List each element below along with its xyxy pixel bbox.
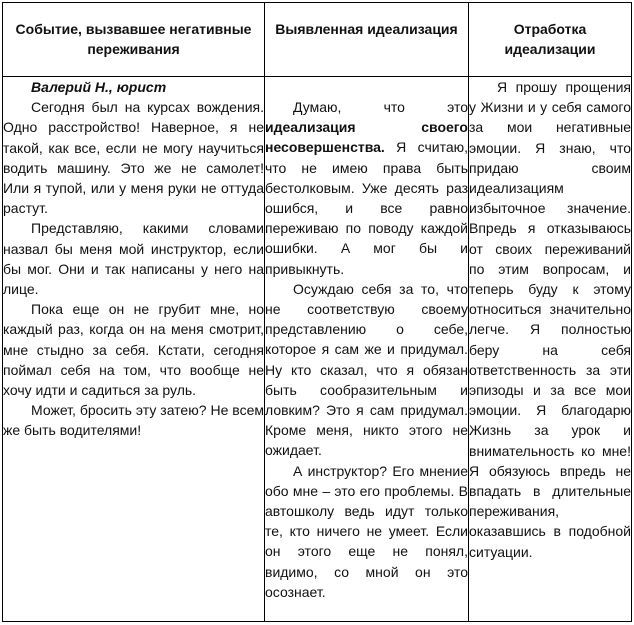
idealization-paragraph-3: А инструктор? Его мнение обо мне – это его проблемы. В автошколу ведь идут только те, кто ничего не умеет. Если он этого еще не понял, видимо, со мной он это осознает. bbox=[265, 462, 468, 600]
idealization-paragraph-1 bbox=[265, 97, 468, 279]
header-working-label: Отработка идеализации bbox=[504, 21, 596, 57]
event-paragraph-2: Представляю, какими словами назвал бы меня мой инструктор, если бы мог. Они и так написаны у него на лице. bbox=[3, 220, 264, 298]
event-paragraph-3: Пока еще он не грубит мне, но каждый раз, когда он на меня смотрит, мне стыдно за себя. Кстати, сегодня поймал себя на том, что вообще не хочу идти и садиться за руль. bbox=[3, 301, 264, 399]
idealization-p1-bold: идеализация своего несовершенства. bbox=[265, 119, 468, 156]
working-paragraph-1: Я прошу прощения у Жизни и у себя самого за мои негативные эмоции. Я знаю, что придаю своим идеализациям избыточное значение. Впредь я отказываюсь от своих переживаний по этим вопросам, и теперь буду к этому относиться значительно легче. Я полностью беру на себя ответственность за эти эпизоды и за все мои эмоции. Я благодарю Жизнь за урок и внимательность ко мне! Я обязуюсь впредь не впадать в длительные переживания, оказавшись в подобной ситуации. bbox=[469, 79, 631, 560]
working-cell bbox=[469, 77, 632, 622]
content-row bbox=[3, 77, 632, 622]
header-working bbox=[469, 3, 632, 77]
header-idealization-label: Выявленная идеализация bbox=[275, 21, 458, 37]
idealization-p1-end: Я считаю, что не имею права быть бестолковым. Уже десять раз ошибся, и все равно переживаю по поводу каждой ошибки. А мог бы и привыкнуть. bbox=[265, 139, 468, 277]
header-row bbox=[3, 3, 632, 77]
author-name: Валерий Н., юрист bbox=[31, 79, 167, 95]
exercise-table bbox=[2, 2, 632, 622]
event-paragraph-4: Может, бросить эту затею? Не всем же быть водителями! bbox=[3, 402, 264, 439]
idealization-p1-start: Думаю, что это bbox=[293, 99, 468, 115]
header-event-label: Событие, вызвавшее негативные переживания bbox=[15, 21, 252, 57]
idealization-paragraph-2: Осуждаю себя за то, что не соответствую своему представлению о себе, которое я сам же и придумал. Ну кто сказал, что я обязан быть сообразительным и ловким? Это я сам придумал. Кроме меня, никто этого не ожидает. bbox=[265, 280, 468, 459]
spacer bbox=[265, 77, 468, 97]
header-idealization bbox=[265, 3, 469, 77]
event-paragraph-1: Сегодня был на курсах вождения. Одно расстройство! Наверное, я не такой, как все, если не могу научиться водить машину. Это же не самолет! Или я тупой, или у меня руки не оттуда растут. bbox=[3, 99, 264, 217]
header-event bbox=[3, 3, 265, 77]
idealization-cell bbox=[265, 77, 469, 622]
event-cell bbox=[3, 77, 265, 622]
